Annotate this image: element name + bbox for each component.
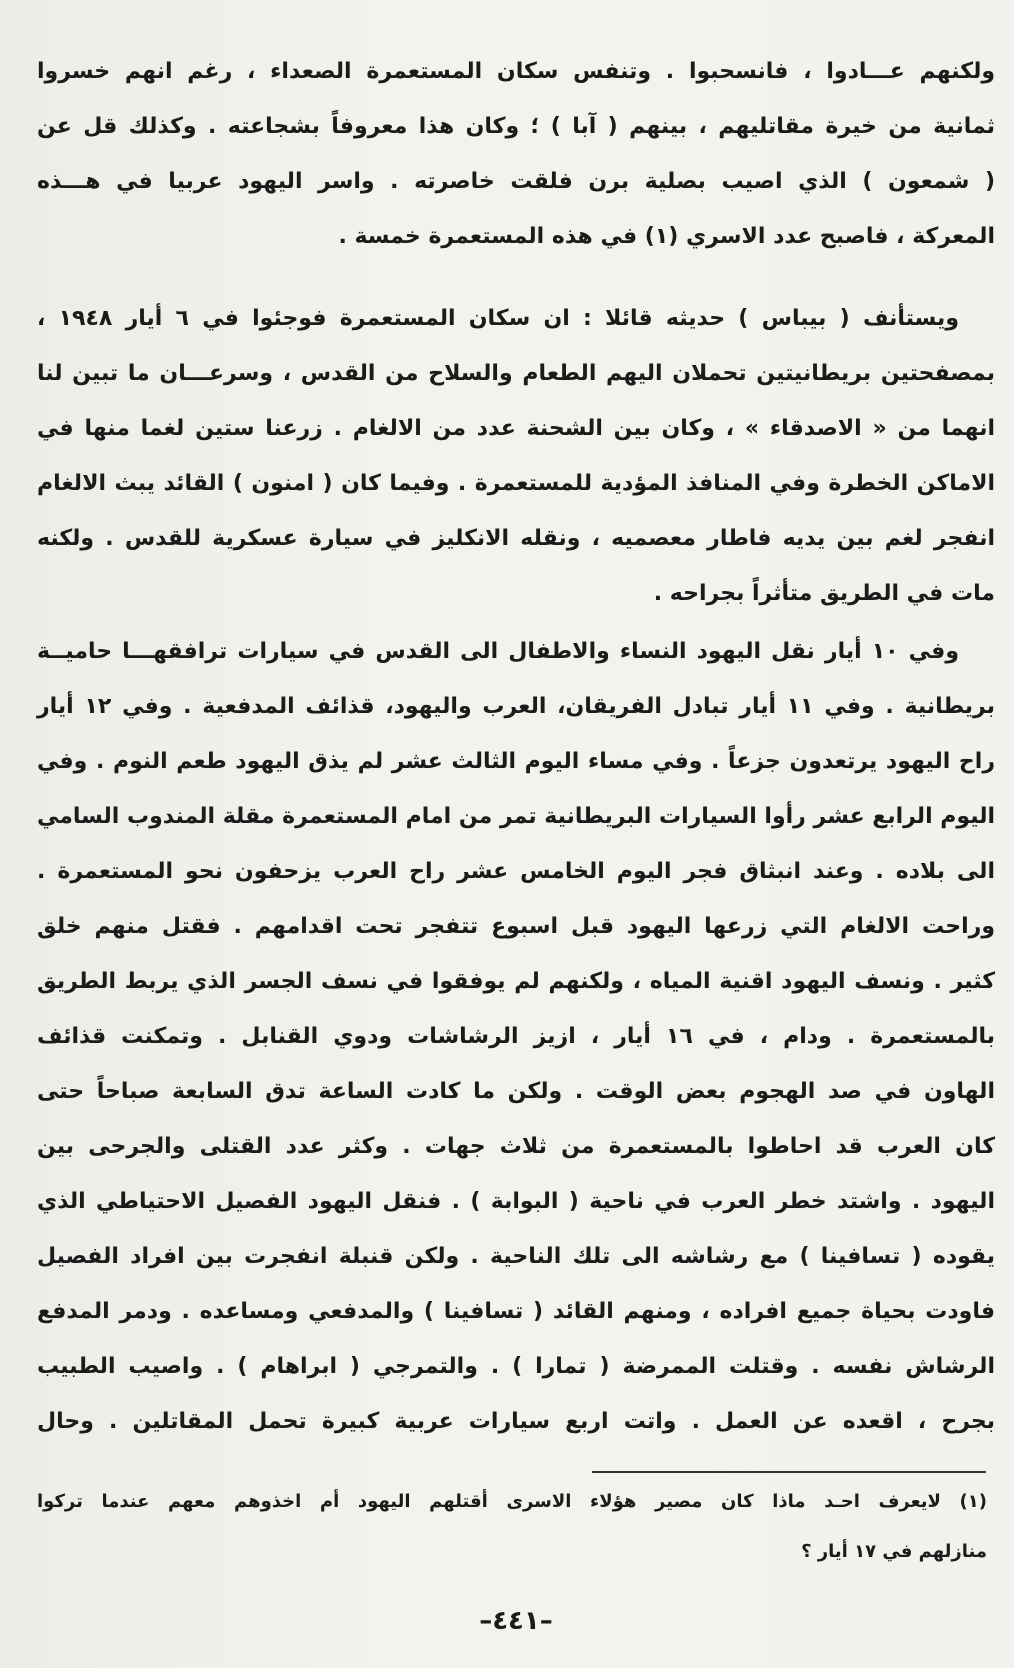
text-line: وراحت الالغام التي زرعها اليهود قبل اسبوع تتفجر تحت اقدامهم . فقتل منهم خلق xyxy=(37,914,995,939)
text-line: وفي ١٠ أيار نقل اليهود النساء والاطفال الى القدس في سيارات ترافقهـــا حاميــة xyxy=(37,639,959,664)
text-line: يقوده ( تسافينا ) مع رشاشه الى تلك الناحية . ولكن قنبلة انفجرت بين افراد الفصيل xyxy=(37,1244,995,1269)
footnote-line: (١) لايعرف احـد ماذا كان مصير هؤلاء الاسرى أقتلهم اليهود أم اخذوهم معهم عندما تركوا xyxy=(37,1491,987,1512)
text-line: المعركة ، فاصبح عدد الاسري (١) في هذه المستعمرة خمسة . xyxy=(338,224,995,249)
paragraph xyxy=(37,291,995,621)
text-line: ( شمعون ) الذي اصيب بصلية برن فلقت خاصرته . واسر اليهود عربيا في هـــذه xyxy=(37,169,995,194)
footnote-divider xyxy=(592,1471,986,1473)
text-line: كان العرب قد احاطوا بالمستعمرة من ثلاث جهات . وكثر عدد القتلى والجرحى بين xyxy=(37,1134,995,1159)
text-line: بمصفحتين بريطانيتين تحملان اليهم الطعام والسلاح من القدس ، وسرعـــان ما تبين لنا xyxy=(37,361,995,386)
text-line: بالمستعمرة . ودام ، في ١٦ أيار ، ازيز الرشاشات ودوي القنابل . وتمكنت قذائف xyxy=(37,1024,995,1049)
text-line: الاماكن الخطرة وفي المنافذ المؤدية للمستعمرة . وفيما كان ( امنون ) القائد يبث الالغام xyxy=(37,471,995,496)
paragraph xyxy=(37,624,995,1449)
text-line: الى بلاده . وعند انبثاق فجر اليوم الخامس عشر راح العرب يزحفون نحو المستعمرة . xyxy=(37,859,995,884)
text-line: الهاون في صد الهجوم بعض الوقت . ولكن ما كادت الساعة تدق السابعة صباحاً حتى xyxy=(37,1079,995,1104)
text-line: بريطانية . وفي ١١ أيار تبادل الفريقان، العرب واليهود، قذائف المدفعية . وفي ١٢ أيار xyxy=(37,694,995,719)
text-line: ولكنهم عـــادوا ، فانسحبوا . وتنفس سكان المستعمرة الصعداء ، رغم انهم خسروا xyxy=(37,59,995,84)
text-line: انهما من « الاصدقاء » ، وكان بين الشحنة عدد من الالغام . زرعنا ستين لغما منها في xyxy=(37,416,995,441)
text-line: راح اليهود يرتعدون جزعاً . وفي مساء اليوم الثالث عشر لم يذق اليهود طعم النوم . وفي xyxy=(37,749,995,774)
body-text xyxy=(37,44,995,1449)
text-line: اليوم الرابع عشر رأوا السيارات البريطانية تمر من امام المستعمرة مقلة المندوب السامي xyxy=(37,804,995,829)
text-line: انفجر لغم بين يديه فاطار معصميه ، ونقله الانكليز في سيارة عسكرية للقدس . ولكنه xyxy=(37,526,995,551)
paragraph xyxy=(37,44,995,264)
text-line: الرشاش نفسه . وقتلت الممرضة ( تمارا ) . والتمرجي ( ابراهام ) . واصيب الطبيب xyxy=(37,1354,995,1379)
text-line: فاودت بحياة جميع افراده ، ومنهم القائد ( تسافينا ) والمدفعي ومساعده . ودمر المدفع xyxy=(37,1299,995,1324)
text-line: ثمانية من خيرة مقاتليهم ، بينهم ( آبا ) ؛ وكان هذا معروفاً بشجاعته . وكذلك قل عن xyxy=(37,114,995,139)
text-line: بجرح ، اقعده عن العمل . واتت اربع سيارات عربية كبيرة تحمل المقاتلين . وحال xyxy=(37,1409,995,1434)
text-line: ويستأنف ( بيباس ) حديثه قائلا : ان سكان المستعمرة فوجئوا في ٦ أيار ١٩٤٨ ، xyxy=(37,306,959,331)
text-line: كثير . ونسف اليهود اقنية المياه ، ولكنهم لم يوفقوا في نسف الجسر الذي يربط الطريق xyxy=(37,969,995,994)
footnote-line: منازلهم في ١٧ أيار ؟ xyxy=(801,1541,987,1562)
text-line: اليهود . واشتد خطر العرب في ناحية ( البوابة ) . فنقل اليهود الفصيل الاحتياطي الذي xyxy=(37,1189,995,1214)
page-number: –٤٤١– xyxy=(479,1606,553,1636)
text-line: مات في الطريق متأثراً بجراحه . xyxy=(653,581,995,606)
